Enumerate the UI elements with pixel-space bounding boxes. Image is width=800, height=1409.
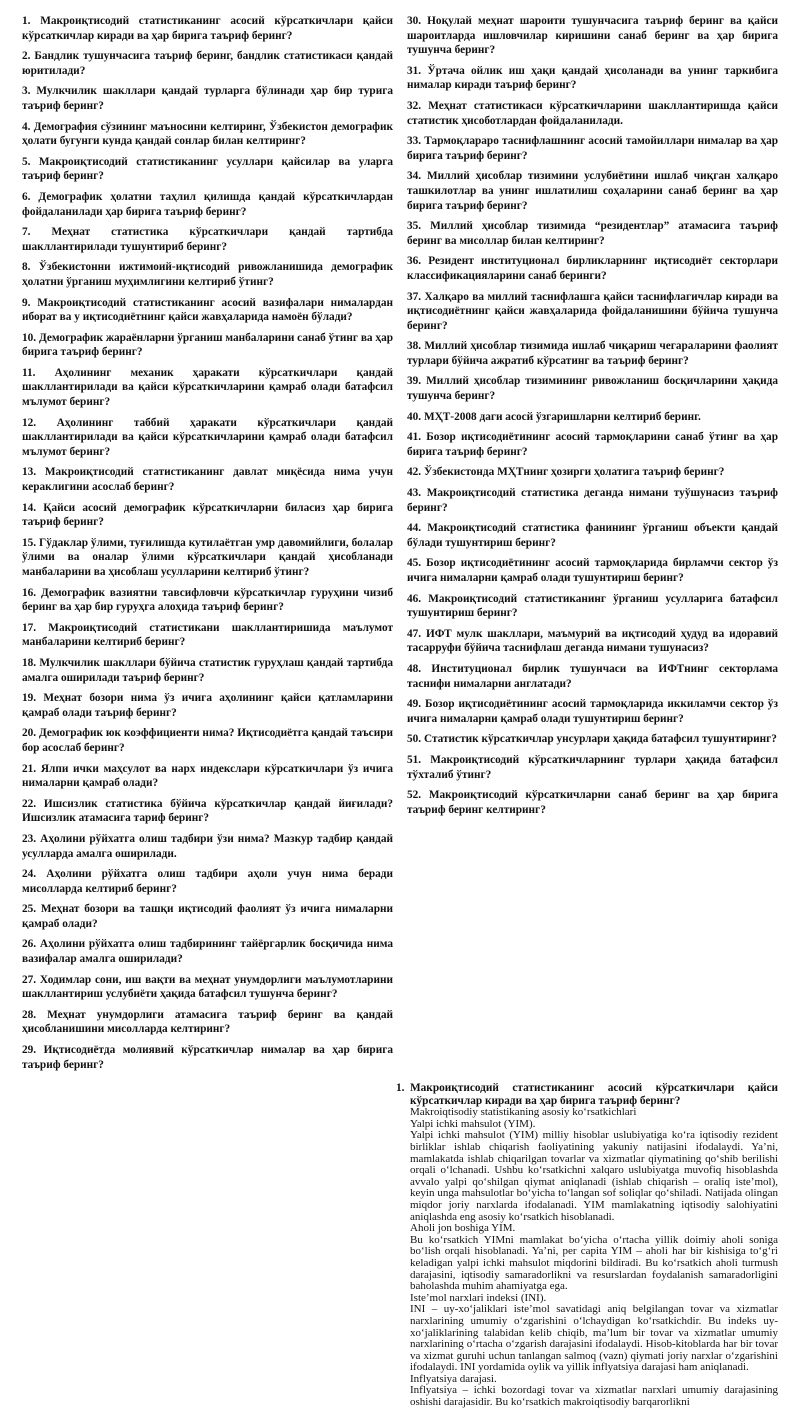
answer-title [396,1082,778,1107]
question-item: 41. Бозор иқтисодиётининг асосий тармоқларини санаб ўтинг ва ҳар бирига таъриф беринг? [407,431,778,458]
question-item: 9. Макроиқтисодий статистиканинг асосий вазифалари нималардан иборат ва у иқтисодиётнинг қайси жавҳаларида намоён бўлади? [22,296,393,324]
question-item: 31. Ўртача ойлик иш ҳақи қандай ҳисоланади ва унинг таркибига нималар киради таъриф беринг? [407,64,778,92]
question-item: 17. Макроиқтисодий статистикани шакллантиришида маълумот манбаларини келтириб беринг? [22,621,393,649]
question-item: 26. Аҳолини рўйхатга олиш тадбирининг тайёргарлик босқичида нима вазифалар амалга оширилади? [22,938,393,966]
question-item: 5. Макроиқтисодий статистиканинг усуллари қайсилар ва уларга таъриф беринг? [22,155,393,183]
question-item: 44. Макроиқтисодий статистика фанининг ўрганиш объекти қандай бўлади тушунтириш беринг? [407,522,778,549]
question-item: 23. Аҳолини рўйхатга олиш тадбири ўзи нима? Мазкур тадбир қандай усулларда амалга оширилади. [22,832,393,860]
question-item: 4. Демография сўзининг маъносини келтиринг, Ўзбекистон демографик ҳолати бугунги кунда қандай сонлар билан келтиринг? [22,120,393,148]
question-item: 40. МҲТ-2008 даги асосй ўзгаришларни келтириб беринг. [407,410,701,423]
question-item: 47. ИФТ мулк шакллари, маъмурий ва иқтисодий ҳудуд ва идоравий тасарруфи бўйича таснифлаш деганда нимани тушунасиз? [407,627,778,655]
question-item: 42. Ўзбекистонда МҲТнинг ҳозирги ҳолатига таъриф беринг? [407,466,725,479]
question-item: 39. Миллий ҳисоблар тизимининг ривожланиш босқичларини ҳақида тушунча беринг? [407,375,778,403]
answer-paragraph: Iste’mol narxlari indeksi (INI). [410,1291,547,1304]
question-item: 33. Тармоқлараро таснифлашнинг асосий тамойиллари нималар ва ҳар бирига таъриф беринг? [407,135,778,162]
question-item: 15. Гўдаклар ўлими, туғилишда кутилаётган умр давомийлиги, болалар ўлими ва оналар ўлими кўрсаткичлари қандай ҳисобланади манбаларини ва ҳисоблаш усулларини келтириб ўтинг? [22,536,393,578]
answer-paragraph: Inflyatsiya – ichki bozordagi tovar va xizmatlar narxlari umumiy darajasining oshishi darajasidir. Bu ko‘rsatkich makroiqtisodiy barqarorlikni [410,1384,778,1409]
question-item: 14. Қайси асосий демографик кўрсаткичларни биласиз ҳар бирига таъриф беринг? [22,501,393,529]
question-item: 16. Демографик вазиятни тавсифловчи кўрсаткичлар гуруҳини чизиб беринг ва ҳар бир гуруҳга алоҳида таъриф беринг? [22,586,393,614]
question-item: 6. Демографик ҳолатни таҳлил қилишда қандай кўрсаткичлардан фойдаланилади ҳар бирига таъриф беринг? [22,190,393,218]
question-item: 50. Статистик кўрсаткичлар унсурлари ҳақида батафсил тушунтиринг? [407,733,777,746]
question-item: 24. Аҳолини рўйхатга олиш тадбири аҳоли учун нима беради мисолларда келтириб беринг? [22,868,393,895]
question-item: 13. Макроиқтисодий статистиканинг давлат миқёсида нима учун кераклигини асослаб беринг? [22,466,393,494]
question-item: 11. Аҳолининг механик ҳаракати кўрсаткичлари қандай шакллантирилади ва қайси кўрсаткичларини қамраб олади батафсил мълумот беринг? [22,366,393,409]
question-item: 34. Миллий ҳисоблар тизимини услубиётини ишлаб чиқган халқаро ташкилотлар ва унинг ишлатилиш соҳаларини санаб беринг ва ҳар бирига таъриф беринг? [407,170,778,212]
question-item: 51. Макроиқтисодий кўрсаткичларнинг турлари ҳақида батафсил тўхталиб ўтинг? [407,753,778,781]
right-question-column [407,14,778,1078]
question-item: 25. Меҳнат бозори ва ташқи иқтисодий фаолият ўз ичига нималарни қамраб олади? [22,903,393,930]
question-item: 10. Демографик жараёнларни ўрганиш манбаларини санаб ўтинг ва ҳар бирига таъриф беринг? [22,331,393,359]
question-columns [22,14,778,1078]
question-item: 21. Ялпи ички маҳсулот ва нарх индекслари кўрсаткичлари ўз ичига нималарни қамраб олади? [22,762,393,790]
answer-paragraph: INI – uy-xo‘jaliklari iste’mol savatidagi aniq belgilangan tovar va xizmatlar narxlarining umumiy o‘zgarishini o‘lchaydigan ko‘rsatkichdir. Bu indeks uy-xo‘jaliklarining talabidan kelib chiqib, ma’lum bir tovar va xizmatlar umumiy narxlarining o‘rtacha o‘zgarish darajasini ifodalaydi. Hisob-kitoblarda har bir tovar va xizmat guruhi uchun tanlangan salmoq (vazn) qiymati joriy narxlar o‘zgarishini ifodalaydi. INI yordamida oylik va yillik inflyatsiya darajasi ham aniqlanadi. [410,1303,778,1374]
question-item: 37. Халқаро ва миллий таснифлашга қайси таснифлагичлар киради ва иқтисодиётнинг қайси жавҳаларида фойдаланишини бўйича тушунча беринг? [407,290,778,332]
question-item: 38. Миллий ҳисоблар тизимида ишлаб чиқариш чегараларини фаолият турлари бўйича ажратиб кўрсатинг ва таъриф беринг? [407,340,778,367]
answer-paragraph: Bu ko‘rsatkich YIMni mamlakat bo‘yicha o‘rtacha yillik doimiy aholi soniga bo‘lish orqali hisoblanadi. Ya’ni, per capita YIM – aholi har bir kishisiga to‘g‘ri keladigan yalpi ichki mahsulot miqdorini bildiradi. Bu ko‘rsatkich aholi turmush darajasini, iqtisodiy samaradorlikni va resurslardan foydalanish samaradorligini baholashda muhim ahamiyatga ega. [410,1233,778,1293]
question-item: 35. Миллий ҳисоблар тизимида “резидентлар” атамасига таъриф беринг ва мисоллар билан келтиринг? [407,220,778,247]
question-item: 29. Иқтисодиётда молиявий кўрсаткичлар нималар ва ҳар бирига таъриф беринг? [22,1044,393,1071]
question-item: 45. Бозор иқтисодиётининг асосий тармоқларида бирламчи сектор ўз ичига нималарни қамраб олади тушунтириш беринг? [407,557,778,584]
question-item: 52. Макроиқтисодий кўрсаткичларни санаб беринг ва ҳар бирига таъриф беринг келтиринг? [407,789,778,816]
question-item: 2. Бандлик тушунчасига таъриф беринг, бандлик статистикаси қандай юритилади? [22,50,393,77]
answer-paragraph: Inflyatsiya darajasi. [410,1372,497,1385]
answer-question-text: Макроиқтисодий статистиканинг асосий кўрсаткичлари қайси кўрсаткичлар киради ва ҳар бирига таъриф беринг? [410,1082,778,1107]
question-item: 46. Макроиқтисодий статистиканинг ўрганиш усулларига батафсил тушунтириш беринг? [407,592,778,620]
answer-paragraph: Yalpi ichki mahsulot (YIM) milliy hisoblar uslubiyatiga ko‘ra iqtisodiy rezident birliklar ishlab chiqarish faoliyatining yakuniy natijasini ifodalaydi. Ya’ni, mamlakatda ishlab chiqarilgan tovarlar va xizmatlar qiymatining qo‘shib berilishi orqali o‘lchanadi. Ushbu ko‘rsatkichni xalqaro uslubiyatga muvofiq hisoblashda avvalo yalpi qo‘shilgan qiymat aniqlanadi (ishlab chiqarish – oraliq iste’mol), keyin unga mahsulotlar bo‘yicha to‘langan sof soliqlar qo‘shiladi. Natijada olingan miqdor joriy narxlarda ifodalanadi. YIM mamlakatning iqtisodiy salohiyatini aniqlashda eng asosiy ko‘rsatkich hisoblanadi. [410,1129,778,1223]
answer-number: 1. [396,1082,405,1095]
question-item: 27. Ходимлар сони, иш вақти ва меҳнат унумдорлиги маълумотларини шакллантириш услубиёти ҳақида батафсил тушунча беринг? [22,973,393,1001]
question-item: 36. Резидент институционал бирликларнинг иқтисодиёт секторлари классификацияларини санаб беринги? [407,255,778,282]
answer-section [22,1082,778,1408]
answer-paragraph: Aholi jon boshiga YIM. [410,1222,516,1235]
answer-body [410,1107,778,1408]
question-item: 43. Макроиқтисодий статистика деганда нимани туўшунасиз таъриф беринг? [407,487,778,514]
left-question-column [22,14,393,1078]
question-item: 7. Меҳнат статистика кўрсаткичлари қандай тартибда шакллантирилади тушунтириб беринг? [22,226,393,253]
answer-paragraph: Yalpi ichki mahsulot (YIM). [410,1117,536,1130]
question-item: 48. Институционал бирлик тушунчаси ва ИФТнинг секторлама таснифи нималарни англатади? [407,662,778,690]
question-item: 8. Ўзбекистонни ижтимоий-иқтисодий ривожланишида демографик ҳолатни ўрганиш муҳимлигини келтириб ўтинг? [22,261,393,288]
question-item: 32. Меҳнат статистикаси кўрсаткичларини шакллантиришда қайси статистик ҳисоботлардан фойдаланилади. [407,99,778,127]
answer-paragraph: Makroiqtisodiy statistikaning asosiy ko‘rsatkichlari [410,1106,637,1119]
question-item: 12. Аҳолининг таббий ҳаракати кўрсаткичлари қандай шакллантирилади ва қайси кўрсаткичларини қамраб олади батафсил мълумот беринг? [22,416,393,458]
question-item: 22. Ишсизлик статистика бўйича кўрсаткичлар қандай йиғилади? Ишсизлик атамасига тариф беринг? [22,797,393,825]
question-item: 18. Мулкчилик шакллари бўйича статистик гуруҳлаш қандай тартибда амалга оширилади таъриф беринг? [22,656,393,684]
question-item: 3. Мулкчилик шакллари қандай турларга бўлинади ҳар бир турига таъриф беринг? [22,85,393,112]
question-item: 30. Ноқулай меҳнат шароити тушунчасига таъриф беринг ва қайси шароитларда ишловчилар киришини санаб беринг ва ҳар бирига тушунча беринг? [407,15,778,57]
question-item: 49. Бозор иқтисодиётининг асосий тармоқларида иккиламчи сектор ўз ичига нималарни қамраб олади тушунтириш беринг? [407,698,778,725]
question-item: 19. Меҳнат бозори нима ўз ичига аҳолининг қайси қатламларини қамраб олади таъриф беринг? [22,692,393,719]
question-item: 1. Макроиқтисодий статистиканинг асосий кўрсаткичлари қайси кўрсаткичлар киради ва ҳар бирига таъриф беринг? [22,15,393,42]
question-item: 28. Меҳнат унумдорлиги атамасига таъриф беринг ва қандай ҳисобланишини мисолларда келтиринг? [22,1008,393,1036]
question-item: 20. Демографик юк коэффициенти нима? Иқтисодиётга қандай таъсири бор асослаб беринг? [22,727,393,754]
